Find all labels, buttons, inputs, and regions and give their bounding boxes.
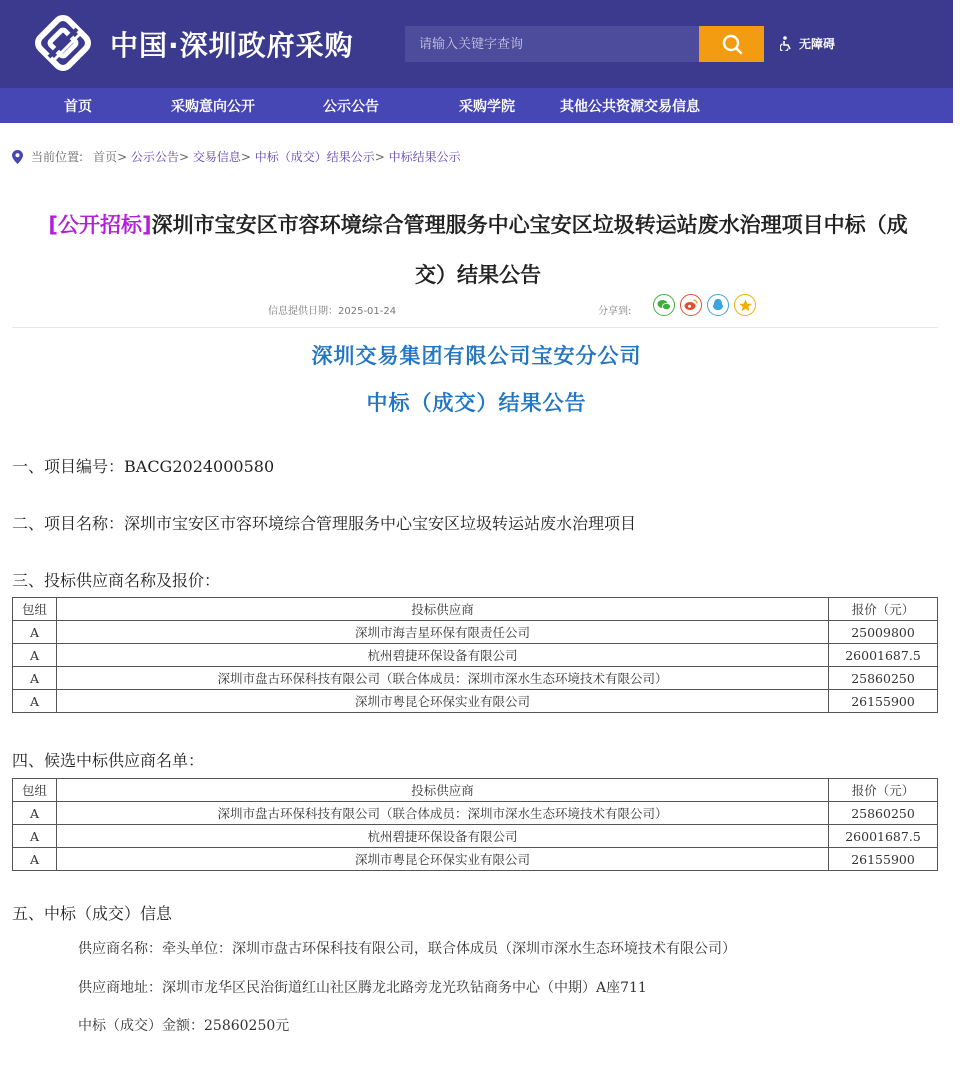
table-row	[13, 802, 938, 825]
cell-supplier: 杭州碧捷环保设备有限公司	[57, 644, 829, 667]
breadcrumb-trade-info[interactable]: 交易信息	[192, 150, 241, 164]
table-row	[13, 825, 938, 848]
cell-supplier: 深圳市海吉星环保有限责任公司	[57, 621, 829, 644]
accessibility-button[interactable]	[780, 35, 835, 52]
cell-group: A	[13, 848, 57, 871]
location-pin-icon	[12, 150, 23, 164]
nav-home[interactable]: 首页	[64, 99, 92, 115]
cell-supplier: 杭州碧捷环保设备有限公司	[57, 825, 829, 848]
col-price: 报价（元）	[829, 779, 938, 802]
table-row	[13, 667, 938, 690]
accessibility-icon	[780, 36, 794, 51]
nav-other-public-resources[interactable]: 其他公共资源交易信息	[560, 99, 700, 115]
article-title	[18, 200, 938, 300]
article-title-line2: 交）结果公告	[415, 263, 541, 287]
cell-group: A	[13, 621, 57, 644]
search-button[interactable]	[699, 26, 764, 62]
cell-supplier: 深圳市粤昆仑环保实业有限公司	[57, 848, 829, 871]
weibo-icon[interactable]	[680, 294, 702, 316]
title-divider	[12, 327, 938, 328]
qq-icon[interactable]	[707, 294, 729, 316]
section-bidders-heading: 三、投标供应商名称及报价：	[12, 571, 221, 590]
award-supplier-name: 供应商名称：牵头单位：深圳市盘古环保科技有限公司，联合体成员（深圳市深水生态环境技术有限公司）	[78, 941, 736, 957]
section-candidates-heading: 四、候选中标供应商名单：	[12, 751, 205, 770]
bidders-table	[12, 597, 938, 713]
cell-group: A	[13, 667, 57, 690]
section-project-number: 一、项目编号：BACG2024000580	[12, 457, 275, 476]
table-row	[13, 621, 938, 644]
cell-price: 25860250	[829, 802, 938, 825]
article-tag: [公开招标]	[48, 213, 152, 237]
candidates-table	[12, 778, 938, 871]
share-label: 分享到:	[598, 306, 632, 317]
site-title[interactable]: 中国·深圳政府采购	[110, 29, 354, 62]
col-group: 包组	[13, 598, 57, 621]
main-nav	[0, 88, 953, 123]
site-header	[0, 0, 953, 88]
cell-price: 25860250	[829, 667, 938, 690]
award-supplier-address: 供应商地址：深圳市龙华区民治街道红山社区腾龙北路旁龙光玖钻商务中心（中期）A座711	[78, 980, 647, 996]
cell-group: A	[13, 690, 57, 713]
cell-price: 26001687.5	[829, 644, 938, 667]
section-award-heading: 五、中标（成交）信息	[12, 904, 173, 923]
site-logo[interactable]	[32, 12, 94, 74]
breadcrumb-award-notice[interactable]: 中标结果公示	[388, 150, 461, 164]
publish-date: 信息提供日期：2025-01-24	[268, 306, 397, 317]
table-header-row	[13, 598, 938, 621]
col-group: 包组	[13, 779, 57, 802]
cell-supplier: 深圳市盘古环保科技有限公司（联合体成员：深圳市深水生态环境技术有限公司）	[57, 667, 829, 690]
cell-price: 26155900	[829, 848, 938, 871]
table-row	[13, 644, 938, 667]
qzone-icon[interactable]	[734, 294, 756, 316]
breadcrumb-home[interactable]: 首页	[93, 150, 118, 164]
breadcrumb: 当前位置: 首页 > 公示公告 > 交易信息 > 中标（成交）结果公示 > 中标结果公示	[12, 148, 461, 165]
cell-supplier: 深圳市粤昆仑环保实业有限公司	[57, 690, 829, 713]
share-bar	[653, 294, 756, 316]
article-title-line1: 深圳市宝安区市容环境综合管理服务中心宝安区垃圾转运站废水治理项目中标（成	[151, 213, 908, 237]
org-title: 深圳交易集团有限公司宝安分公司	[311, 344, 642, 368]
breadcrumb-announcements[interactable]: 公示公告	[130, 150, 179, 164]
nav-procurement-academy[interactable]: 采购学院	[459, 99, 515, 115]
accessibility-label: 无障碍	[799, 37, 836, 51]
col-price: 报价（元）	[829, 598, 938, 621]
breadcrumb-award-results[interactable]: 中标（成交）结果公示	[254, 150, 375, 164]
section-project-name: 二、项目名称：深圳市宝安区市容环境综合管理服务中心宝安区垃圾转运站废水治理项目	[12, 514, 637, 533]
award-amount: 中标（成交）金额：25860250元	[78, 1018, 290, 1034]
cell-price: 25009800	[829, 621, 938, 644]
cell-price: 26155900	[829, 690, 938, 713]
cell-group: A	[13, 825, 57, 848]
table-row	[13, 848, 938, 871]
cell-group: A	[13, 644, 57, 667]
breadcrumb-prefix: 当前位置:	[31, 150, 84, 164]
notice-subtitle: 中标（成交）结果公告	[366, 391, 587, 415]
table-header-row	[13, 779, 938, 802]
table-row	[13, 690, 938, 713]
wechat-icon[interactable]	[653, 294, 675, 316]
col-supplier: 投标供应商	[57, 598, 829, 621]
col-supplier: 投标供应商	[57, 779, 829, 802]
cell-supplier: 深圳市盘古环保科技有限公司（联合体成员：深圳市深水生态环境技术有限公司）	[57, 802, 829, 825]
search-icon	[721, 33, 743, 55]
nav-announcements[interactable]: 公示公告	[323, 99, 379, 115]
search-input[interactable]	[405, 26, 699, 62]
cell-price: 26001687.5	[829, 825, 938, 848]
cell-group: A	[13, 802, 57, 825]
nav-procurement-intention[interactable]: 采购意向公开	[171, 99, 255, 115]
